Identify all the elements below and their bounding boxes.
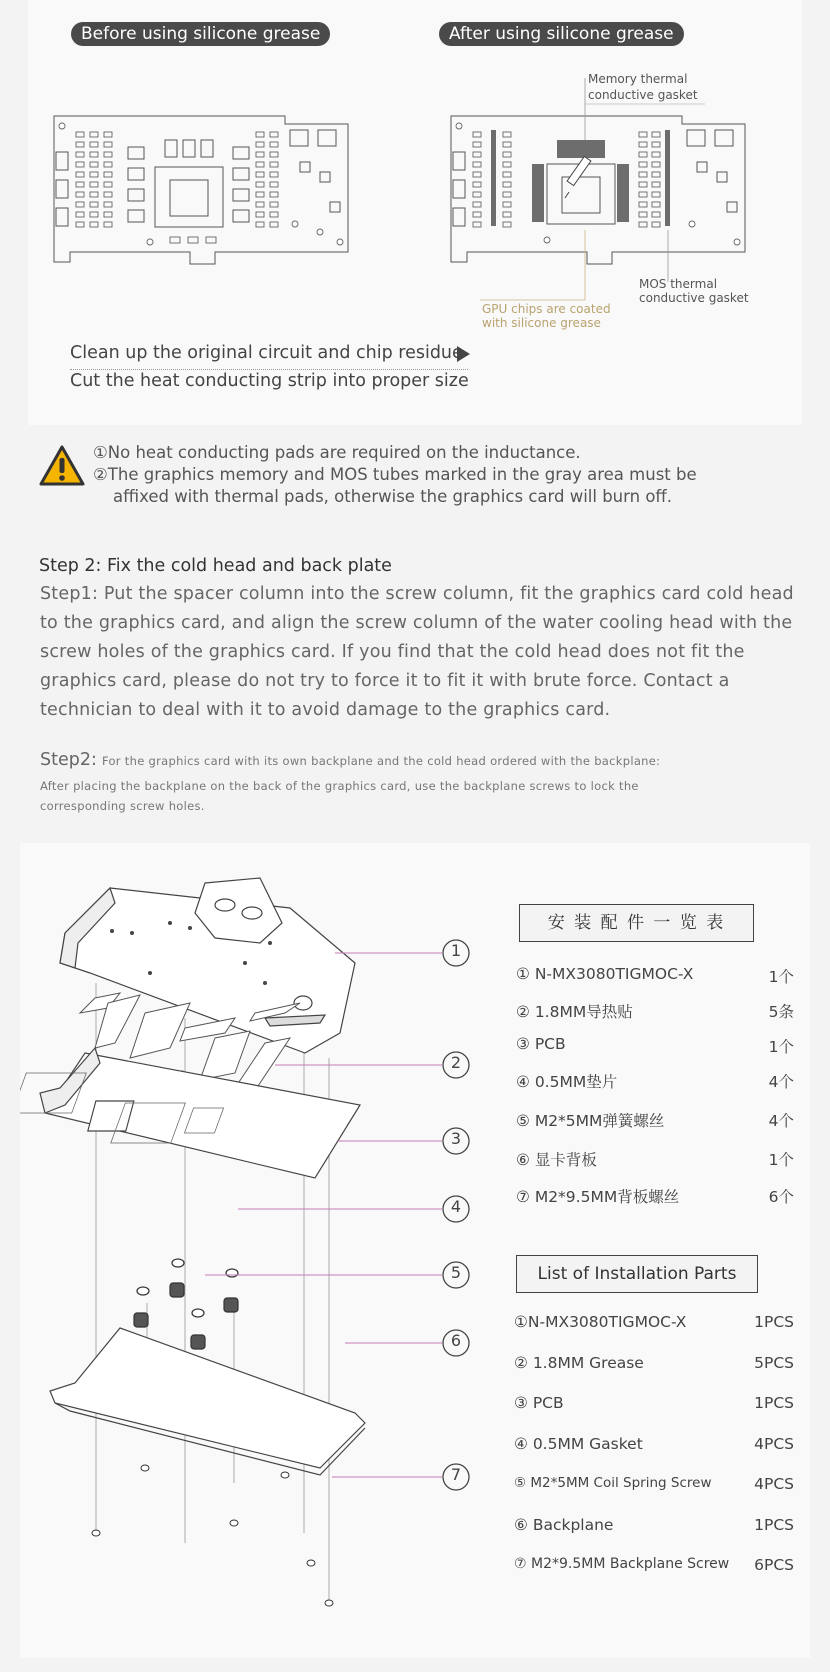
memory-gasket-label-1: Memory thermal bbox=[588, 72, 688, 86]
step1-line: Step1: Put the spacer column into the screw column, fit the graphics card cold head bbox=[40, 584, 794, 604]
parts-cn-title: 安 装 配 件 一 览 表 bbox=[519, 904, 754, 942]
parts-cn-row: ① N-MX3080TIGMOC-X 1个 bbox=[516, 965, 794, 986]
play-arrow-icon bbox=[457, 346, 470, 362]
backplane bbox=[50, 1328, 365, 1475]
gpu-grease-label-2: with silicone grease bbox=[482, 316, 601, 330]
spacers-and-springs bbox=[134, 1259, 238, 1349]
parts-cn-row: ④ 0.5MM垫片 4个 bbox=[516, 1073, 794, 1091]
warning-line-2: ②The graphics memory and MOS tubes marked in the gray area must be bbox=[93, 465, 697, 484]
parts-en-row: ⑤ M2*5MM Coil Spring Screw 4PCS bbox=[514, 1475, 794, 1493]
parts-en-row: ② 1.8MM Grease 5PCS bbox=[514, 1354, 794, 1372]
step2-line-3: corresponding screw holes. bbox=[40, 799, 205, 813]
hint-clean-residue: Clean up the original circuit and chip residue bbox=[70, 343, 463, 363]
parts-cn-row: ② 1.8MM导热贴 5条 bbox=[516, 1003, 794, 1021]
callout-label: 2 bbox=[450, 1053, 462, 1072]
parts-en-row: ①N-MX3080TIGMOC-X 1PCS bbox=[514, 1313, 794, 1331]
after-label: After using silicone grease bbox=[439, 22, 684, 46]
parts-en-row: ⑥ Backplane 1PCS bbox=[514, 1516, 794, 1534]
step1-line: technician to deal with it to avoid damage to the graphics card. bbox=[40, 700, 611, 720]
step2-heading: Step 2: Fix the cold head and back plate bbox=[39, 556, 392, 576]
parts-en-row: ③ PCB 1PCS bbox=[514, 1394, 794, 1412]
parts-cn-row: ⑤ M2*5MM弹簧螺丝 4个 bbox=[516, 1112, 794, 1130]
parts-cn-row: ③ PCB 1个 bbox=[516, 1035, 794, 1056]
step2-paragraph bbox=[40, 750, 800, 770]
hint-cut-strip: Cut the heat conducting strip into proper size bbox=[70, 371, 469, 391]
step1-line: to the graphics card, and align the screw column of the water cooling head with the bbox=[40, 613, 793, 633]
step2-line-2: After placing the backplane on the back of the graphics card, use the backplane screws to lock the bbox=[40, 779, 639, 793]
callout-label: 3 bbox=[450, 1129, 462, 1148]
mos-gasket-label-2: conductive gasket bbox=[639, 291, 749, 305]
backplane-screws bbox=[92, 1465, 333, 1606]
warning-line-1: ①No heat conducting pads are required on the inductance. bbox=[93, 443, 581, 462]
step1-line: screw holes of the graphics card. If you find that the cold head does not fit the bbox=[40, 642, 745, 662]
step2-label: Step2: bbox=[40, 750, 97, 770]
callout-label: 1 bbox=[450, 941, 462, 960]
memory-gasket-label-2: conductive gasket bbox=[588, 88, 698, 102]
step1-paragraph bbox=[40, 580, 800, 725]
before-label: Before using silicone grease bbox=[71, 22, 330, 46]
pcb-board bbox=[20, 1048, 360, 1178]
step1-line: graphics card, please do not try to force it to fit it with brute force. Contact a bbox=[40, 671, 730, 691]
callout-label: 5 bbox=[450, 1263, 462, 1282]
parts-en-row: ⑦ M2*9.5MM Backplane Screw 6PCS bbox=[514, 1556, 794, 1574]
exploded-assembly-diagram bbox=[20, 843, 490, 1658]
callout-label: 4 bbox=[450, 1197, 462, 1216]
gpu-grease-label-1: GPU chips are coated bbox=[482, 302, 611, 316]
parts-en-title: List of Installation Parts bbox=[516, 1255, 758, 1293]
callout-label: 6 bbox=[450, 1331, 462, 1350]
parts-cn-row: ⑦ M2*9.5MM背板螺丝 6个 bbox=[516, 1188, 794, 1206]
step2-line-1: For the graphics card with its own backplane and the cold head ordered with the backplane: bbox=[101, 754, 661, 768]
warning-icon bbox=[38, 444, 86, 488]
parts-en-row: ④ 0.5MM Gasket 4PCS bbox=[514, 1435, 794, 1453]
parts-cn-row: ⑥ 显卡背板 1个 bbox=[516, 1151, 794, 1169]
hint-divider bbox=[70, 369, 468, 370]
mos-gasket-label-1: MOS thermal bbox=[639, 277, 718, 291]
warning-line-3: affixed with thermal pads, otherwise the graphics card will burn off. bbox=[113, 487, 673, 506]
callout-label: 7 bbox=[450, 1465, 462, 1484]
